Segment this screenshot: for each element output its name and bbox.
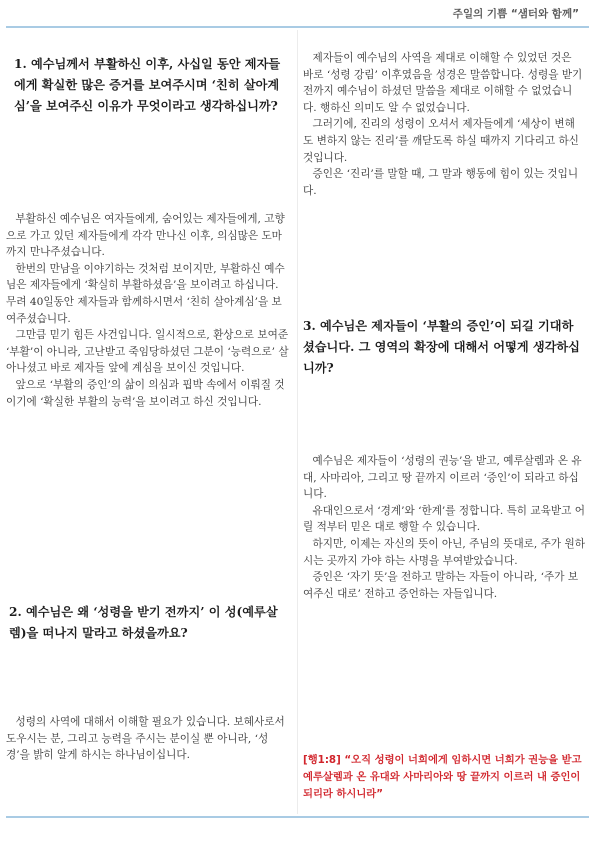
answer-2-paragraph: 증인은 ‘진리’를 말할 때, 그 말과 행동에 힘이 있는 것입니다. — [303, 168, 579, 197]
answer-1-paragraph: 앞으로 ‘부활의 증인’의 삶이 의심과 핍박 속에서 이뤄질 것이기에 ‘확실한 부활의 능력’을 보이려고 하신 것입니다. — [6, 378, 285, 408]
answer-1-paragraph: 그만큼 믿기 힘든 사건입니다. 일시적으로, 환상으로 보여준 ‘부활’이 아니라, 고난받고 죽임당하셨던 그분이 ‘능력으로’ 살아나셨고 바로 제자들 앞에 계심을 보이신 것입니다. — [6, 329, 289, 375]
bible-verse: [행1:8] “오직 성령이 너희에게 임하시면 너희가 권능을 받고 예루살렘과 온 유대와 사마리아와 땅 끝까지 이르러 내 증인이 되리라 하시니라” — [303, 754, 582, 800]
question-1: 1. 예수님께서 부활하신 이후, 사십일 동안 제자들에게 확실한 많은 증거를 보여주시며 ‘친히 살아계심’을 보여주신 이유가 무엇이라고 생각하십니까? — [14, 57, 281, 113]
answer-3-paragraph: 하지만, 이제는 자신의 뜻이 아닌, 주님의 뜻대로, 주가 원하시는 곳까지 가야 하는 사명을 부여받았습니다. — [303, 537, 585, 567]
question-3: 3. 예수님은 제자들이 ‘부활의 증인’이 되길 기대하셨습니다. 그 영역의 확장에 대해서 어떻게 생각하십니까? — [303, 319, 580, 375]
answer-2-paragraph: 성령의 사역에 대해서 이해할 필요가 있습니다. 보혜사로서 도우시는 분, 그리고 능력을 주시는 분이실 뿐 아니라, ‘성경’을 밝히 알게 하시는 하나님이십니다. — [6, 716, 285, 762]
answer-3-paragraph: 증인은 ‘자기 뜻’을 전하고 말하는 자들이 아니라, ‘주가 보여주신 대로’ 전하고 증언하는 자들입니다. — [303, 571, 579, 600]
top-rule — [6, 26, 589, 28]
answer-3 — [303, 453, 585, 602]
answer-2 — [6, 714, 290, 764]
answer-1 — [6, 211, 290, 410]
answer-1-paragraph: 한번의 만남을 이야기하는 것처럼 보이지만, 부활하신 예수님은 제자들에게 ‘확실히 부활하셨음’을 보이려고 하십니다. 무려 40일동안 제자들과 함께하시면서 ‘친히 살아계심’을 보여주셨습니다. — [6, 262, 285, 325]
answer-1-paragraph: 부활하신 예수님은 여자들에게, 숨어있는 제자들에게, 고향으로 가고 있던 제자들에게 각각 만나신 이후, 의심많은 도마까지 만나주셨습니다. — [6, 213, 285, 259]
page-header-title: 주일의 기쁨 “샘터와 함께” — [452, 8, 579, 20]
answer-2-paragraph: 그러기에, 진리의 성령이 오셔서 제자들에게 ‘세상이 변해도 변하지 않는 진리’를 깨닫도록 하실 때까지 기다리고 하신 것입니다. — [303, 118, 579, 164]
answer-3-paragraph: 유대인으로서 ‘경계’와 ‘한계’를 정합니다. 특히 교육받고 어릴 적부터 믿은 대로 행할 수 있습니다. — [303, 504, 585, 534]
column-divider — [297, 30, 298, 814]
answer-2-paragraph: 제자들이 예수님의 사역을 제대로 이해할 수 있었던 것은 바로 ‘성령 강림’ 이후였음을 성경은 말씀합니다. 성령을 받기 전까지 예수님이 하셨던 말씀을 제대로 이해할 수 없었습니다. 행하신 의미도 알 수 없었습니다. — [303, 52, 583, 114]
bottom-rule — [6, 816, 589, 818]
answer-3-paragraph: 예수님은 제자들이 ‘성령의 권능’을 받고, 예루살렘과 온 유대, 사마리아, 그리고 땅 끝까지 이르러 ‘증인’이 되라고 하십니다. — [303, 455, 582, 501]
answer-2-continued — [303, 50, 585, 199]
question-2: 2. 예수님은 왜 ‘성령을 받기 전까지’ 이 성(예루살렘)을 떠나지 말라고 하셨을까요? — [9, 605, 278, 640]
